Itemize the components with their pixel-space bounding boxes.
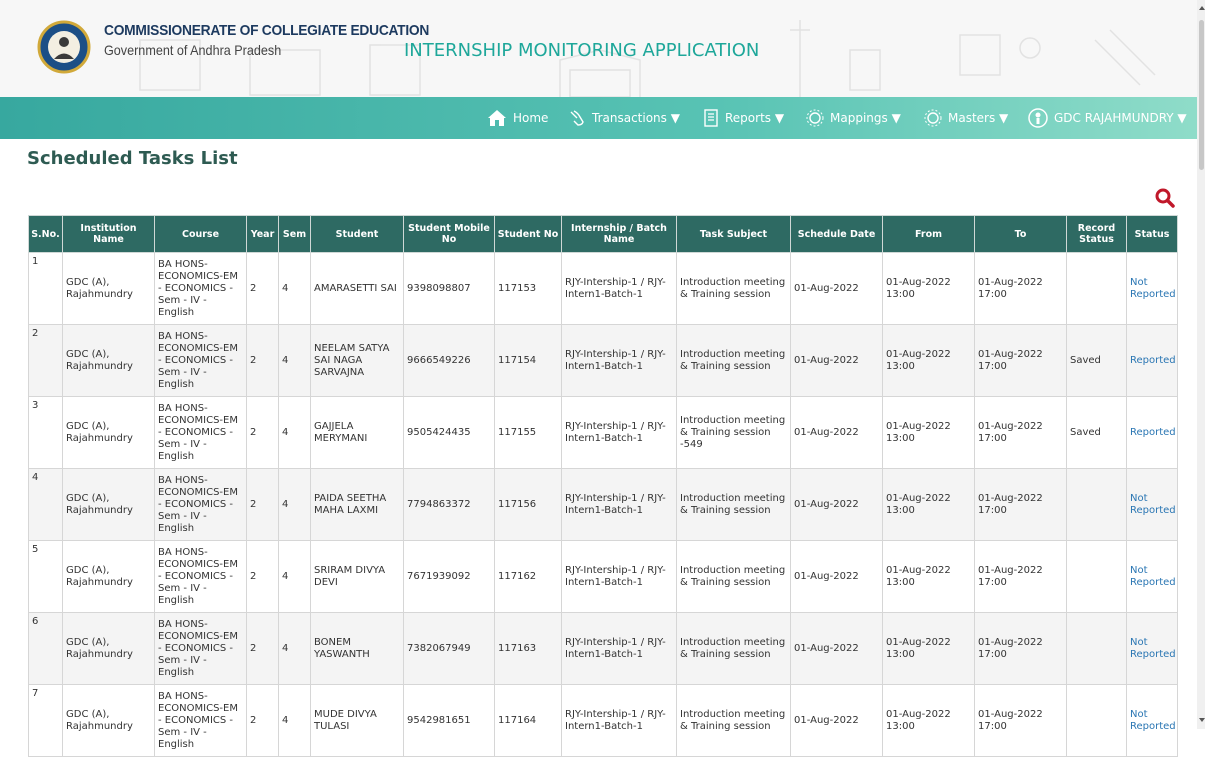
col-header: Student No	[495, 216, 562, 253]
col-header: Internship / Batch Name	[562, 216, 677, 253]
cell-record-status	[1067, 253, 1127, 325]
nav-masters-label: Masters ▼	[948, 111, 1009, 125]
cell-status[interactable]: Not Reported	[1127, 685, 1178, 757]
cell-to: 01-Aug-2022 17:00	[975, 613, 1067, 685]
cell-student-no: 117156	[495, 469, 562, 541]
cell-student: PAIDA SEETHA MAHA LAXMI	[311, 469, 404, 541]
page-title: Scheduled Tasks List	[27, 148, 238, 169]
cell-task-subject: Introduction meeting & Training session	[677, 541, 791, 613]
cell-status[interactable]: Not Reported	[1127, 253, 1178, 325]
cell-sno: 1	[29, 253, 63, 325]
cell-sno: 3	[29, 397, 63, 469]
cell-course: BA HONS-ECONOMICS-EM - ECONOMICS - Sem - IV - English	[155, 397, 247, 469]
cell-record-status	[1067, 541, 1127, 613]
cell-task-subject: Introduction meeting & Training session -549	[677, 397, 791, 469]
cell-sem: 4	[279, 253, 311, 325]
cell-to: 01-Aug-2022 17:00	[975, 325, 1067, 397]
cell-year: 2	[247, 253, 279, 325]
cell-institution: GDC (A), Rajahmundry	[63, 613, 155, 685]
table-row	[29, 685, 1178, 757]
table-row	[29, 613, 1178, 685]
scheduled-tasks-table	[28, 215, 1178, 757]
cell-batch: RJY-Intership-1 / RJY-Intern1-Batch-1	[562, 253, 677, 325]
col-header: S.No.	[29, 216, 63, 253]
cell-sno: 2	[29, 325, 63, 397]
table-header-row	[29, 216, 1178, 253]
cell-batch: RJY-Intership-1 / RJY-Intern1-Batch-1	[562, 613, 677, 685]
cell-year: 2	[247, 469, 279, 541]
cell-mobile: 7671939092	[404, 541, 495, 613]
cell-batch: RJY-Intership-1 / RJY-Intern1-Batch-1	[562, 397, 677, 469]
cell-status[interactable]: Not Reported	[1127, 541, 1178, 613]
app-title: INTERNSHIP MONITORING APPLICATION	[404, 40, 760, 61]
cell-year: 2	[247, 613, 279, 685]
cell-student-no: 117164	[495, 685, 562, 757]
cell-sno: 4	[29, 469, 63, 541]
government-seal-logo	[36, 12, 92, 82]
nav-mappings[interactable]	[806, 97, 901, 139]
cell-student: BONEM YASWANTH	[311, 613, 404, 685]
cell-institution: GDC (A), Rajahmundry	[63, 325, 155, 397]
cell-from: 01-Aug-2022 13:00	[883, 469, 975, 541]
nav-home-label: Home	[513, 111, 549, 125]
cell-mobile: 9398098807	[404, 253, 495, 325]
cell-to: 01-Aug-2022 17:00	[975, 469, 1067, 541]
cell-batch: RJY-Intership-1 / RJY-Intern1-Batch-1	[562, 325, 677, 397]
cell-course: BA HONS-ECONOMICS-EM - ECONOMICS - Sem - IV - English	[155, 253, 247, 325]
nav-user-menu[interactable]	[1028, 97, 1187, 139]
cell-student-no: 117154	[495, 325, 562, 397]
cell-mobile: 9505424435	[404, 397, 495, 469]
cell-status[interactable]: Reported	[1127, 325, 1178, 397]
cell-sno: 5	[29, 541, 63, 613]
gear-icon	[924, 109, 942, 127]
nav-home[interactable]	[487, 97, 548, 139]
cell-sem: 4	[279, 469, 311, 541]
cell-institution: GDC (A), Rajahmundry	[63, 541, 155, 613]
cell-mobile: 7794863372	[404, 469, 495, 541]
cell-schedule-date: 01-Aug-2022	[791, 253, 883, 325]
table-row	[29, 469, 1178, 541]
cell-student: SRIRAM DIVYA DEVI	[311, 541, 404, 613]
cell-student-no: 117163	[495, 613, 562, 685]
cell-batch: RJY-Intership-1 / RJY-Intern1-Batch-1	[562, 469, 677, 541]
cell-schedule-date: 01-Aug-2022	[791, 685, 883, 757]
cell-status[interactable]: Not Reported	[1127, 469, 1178, 541]
scrollbar-thumb[interactable]	[1199, 20, 1204, 170]
org-subtitle: Government of Andhra Pradesh	[104, 42, 282, 58]
col-header: Student	[311, 216, 404, 253]
nav-reports-label: Reports ▼	[725, 111, 785, 125]
cell-institution: GDC (A), Rajahmundry	[63, 469, 155, 541]
cell-from: 01-Aug-2022 13:00	[883, 685, 975, 757]
document-icon	[703, 109, 719, 127]
cell-course: BA HONS-ECONOMICS-EM - ECONOMICS - Sem - IV - English	[155, 469, 247, 541]
cell-student: NEELAM SATYA SAI NAGA SARVAJNA	[311, 325, 404, 397]
cell-sno: 7	[29, 685, 63, 757]
cell-sem: 4	[279, 613, 311, 685]
col-header: Student Mobile No	[404, 216, 495, 253]
col-header: Task Subject	[677, 216, 791, 253]
cell-record-status: Saved	[1067, 325, 1127, 397]
table-row	[29, 397, 1178, 469]
col-header: Schedule Date	[791, 216, 883, 253]
cell-course: BA HONS-ECONOMICS-EM - ECONOMICS - Sem - IV - English	[155, 685, 247, 757]
cell-institution: GDC (A), Rajahmundry	[63, 397, 155, 469]
cell-status[interactable]: Reported	[1127, 397, 1178, 469]
cell-status[interactable]: Not Reported	[1127, 613, 1178, 685]
table-row	[29, 325, 1178, 397]
cell-from: 01-Aug-2022 13:00	[883, 397, 975, 469]
cell-student-no: 117155	[495, 397, 562, 469]
col-header: To	[975, 216, 1067, 253]
nav-transactions-label: Transactions ▼	[592, 111, 680, 125]
cell-student: GAJJELA MERYMANI	[311, 397, 404, 469]
cell-course: BA HONS-ECONOMICS-EM - ECONOMICS - Sem - IV - English	[155, 613, 247, 685]
cell-sem: 4	[279, 397, 311, 469]
cell-record-status	[1067, 613, 1127, 685]
table-row	[29, 541, 1178, 613]
cell-student: MUDE DIVYA TULASI	[311, 685, 404, 757]
tasks-table-container	[28, 215, 1178, 757]
cell-course: BA HONS-ECONOMICS-EM - ECONOMICS - Sem - IV - English	[155, 325, 247, 397]
cell-to: 01-Aug-2022 17:00	[975, 253, 1067, 325]
main-nav	[0, 97, 1197, 139]
cell-batch: RJY-Intership-1 / RJY-Intern1-Batch-1	[562, 685, 677, 757]
cell-task-subject: Introduction meeting & Training session	[677, 253, 791, 325]
cell-year: 2	[247, 685, 279, 757]
hand-pointer-icon	[568, 109, 586, 127]
cell-schedule-date: 01-Aug-2022	[791, 469, 883, 541]
col-header: Year	[247, 216, 279, 253]
cell-student: AMARASETTI SAI	[311, 253, 404, 325]
cell-mobile: 7382067949	[404, 613, 495, 685]
cell-batch: RJY-Intership-1 / RJY-Intern1-Batch-1	[562, 541, 677, 613]
cell-record-status	[1067, 469, 1127, 541]
nav-transactions[interactable]	[568, 97, 680, 139]
table-row	[29, 253, 1178, 325]
cell-task-subject: Introduction meeting & Training session	[677, 685, 791, 757]
cell-institution: GDC (A), Rajahmundry	[63, 685, 155, 757]
scroll-down-icon[interactable]	[1199, 718, 1205, 722]
cell-from: 01-Aug-2022 13:00	[883, 613, 975, 685]
cell-year: 2	[247, 541, 279, 613]
cell-from: 01-Aug-2022 13:00	[883, 325, 975, 397]
cell-schedule-date: 01-Aug-2022	[791, 325, 883, 397]
cell-mobile: 9666549226	[404, 325, 495, 397]
cell-task-subject: Introduction meeting & Training session	[677, 325, 791, 397]
user-icon	[1028, 108, 1048, 128]
nav-mappings-label: Mappings ▼	[830, 111, 901, 125]
cell-student-no: 117162	[495, 541, 562, 613]
nav-reports[interactable]	[703, 97, 784, 139]
gear-icon	[806, 109, 824, 127]
org-name: COMMISSIONERATE OF COLLEGIATE EDUCATION	[104, 22, 430, 39]
cell-task-subject: Introduction meeting & Training session	[677, 469, 791, 541]
col-header: From	[883, 216, 975, 253]
cell-sem: 4	[279, 685, 311, 757]
nav-masters[interactable]	[924, 97, 1008, 139]
col-header: Status	[1127, 216, 1178, 253]
scroll-up-icon[interactable]	[1199, 6, 1205, 10]
nav-user-label: GDC RAJAHMUNDRY ▼	[1054, 111, 1187, 125]
col-header: Record Status	[1067, 216, 1127, 253]
cell-student-no: 117153	[495, 253, 562, 325]
search-icon[interactable]	[1155, 188, 1175, 208]
cell-year: 2	[247, 397, 279, 469]
col-header: Sem	[279, 216, 311, 253]
cell-task-subject: Introduction meeting & Training session	[677, 613, 791, 685]
cell-from: 01-Aug-2022 13:00	[883, 541, 975, 613]
home-icon	[487, 109, 507, 127]
col-header: Institution Name	[63, 216, 155, 253]
cell-to: 01-Aug-2022 17:00	[975, 685, 1067, 757]
cell-to: 01-Aug-2022 17:00	[975, 541, 1067, 613]
cell-schedule-date: 01-Aug-2022	[791, 397, 883, 469]
cell-sem: 4	[279, 325, 311, 397]
cell-institution: GDC (A), Rajahmundry	[63, 253, 155, 325]
cell-mobile: 9542981651	[404, 685, 495, 757]
table-body	[29, 253, 1178, 757]
cell-record-status	[1067, 685, 1127, 757]
cell-schedule-date: 01-Aug-2022	[791, 613, 883, 685]
cell-schedule-date: 01-Aug-2022	[791, 541, 883, 613]
col-header: Course	[155, 216, 247, 253]
cell-sno: 6	[29, 613, 63, 685]
cell-from: 01-Aug-2022 13:00	[883, 253, 975, 325]
cell-record-status: Saved	[1067, 397, 1127, 469]
cell-to: 01-Aug-2022 17:00	[975, 397, 1067, 469]
cell-course: BA HONS-ECONOMICS-EM - ECONOMICS - Sem - IV - English	[155, 541, 247, 613]
site-header	[0, 0, 1197, 97]
cell-year: 2	[247, 325, 279, 397]
cell-sem: 4	[279, 541, 311, 613]
